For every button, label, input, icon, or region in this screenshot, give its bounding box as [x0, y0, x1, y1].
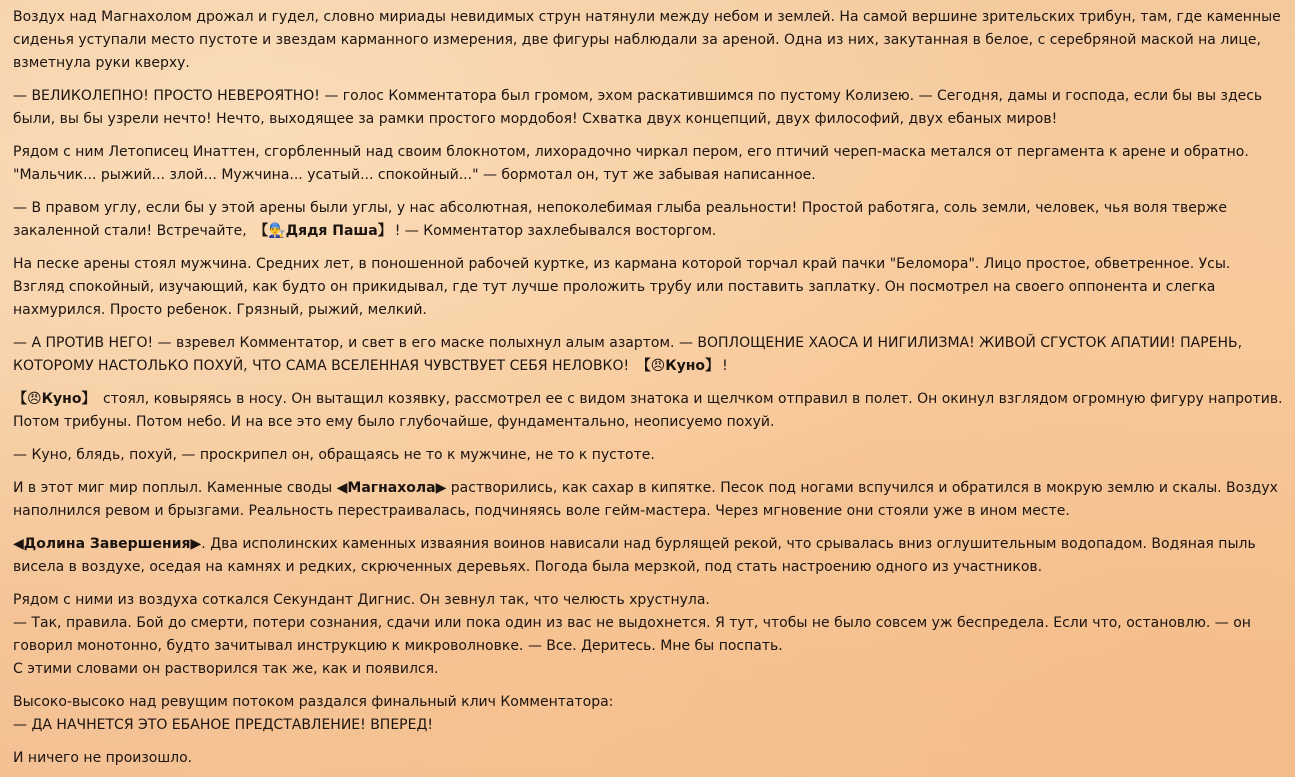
paragraph-announce-kuno [13, 332, 1283, 378]
paragraph-commentator-opening: — ВЕЛИКОЛЕПНО! ПРОСТО НЕВЕРОЯТНО! — голос Комментатора был громом, эхом раскатившимся по пустому Колизею. — Сегодня, дамы и господа, если бы вы здесь были, вы бы узрели нечто! Нечто, выходящее за рамки простого мордобоя! Схватка двух концепций, двух философий, двух ебаных миров! [13, 88, 1263, 127]
paragraph-chronicler: Рядом с ним Летописец Инаттен, сгорбленный над своим блокнотом, лихорадочно чиркал пером, его птичий череп-маска метался от пергамента к арене и обратно. "Мальчик... рыжий... злой... Мужчина... усатый... спокойный..." — бормотал он, тут же забывая написанное. [13, 144, 1249, 183]
character-name-pasha: Дядя Паша [285, 223, 378, 239]
paragraph-nothing-happened: И ничего не произошло. [13, 750, 193, 766]
world-shift-text: И в этот миг мир поплыл. Каменные своды [13, 480, 333, 496]
character-name-kuno-2: Куно [41, 391, 82, 407]
paragraph-second-dignis [13, 589, 1283, 681]
kuno-description-text: стоял, ковыряясь в носу. Он вытащил козявку, рассмотрел ее с видом знатока и щелчком отправил в полет. Он окинул взглядом огромную фигуру напротив. Потом трибуны. Потом небо. И на все это ему было глубочайше, фундаментально, неописуемо похуй. [13, 391, 1283, 430]
paragraph-final-call [13, 691, 1283, 737]
paragraph-world-shift [13, 477, 1283, 523]
announce-pasha-tail: ! — Комментатор захлебывался восторгом. [394, 223, 717, 239]
location-magnahol: ◀Магнахола▶ [336, 480, 447, 496]
dignis-line-3: С этими словами он растворился так же, как и появился. [13, 661, 439, 677]
angry-face-icon: 😠 [27, 391, 42, 407]
final-call-line-1: Высоко-высоко над ревущим потоком раздался финальный клич Комментатора: [13, 694, 614, 710]
character-name-kuno: Куно [665, 358, 706, 374]
location-valley: ◀Долина Завершения▶ [13, 536, 202, 552]
angry-face-icon: 😠 [650, 358, 666, 374]
mechanic-icon: 👨‍🔧 [268, 223, 286, 239]
valley-text: . Два исполинских каменных изваяния воинов нависали над бурлящей рекой, что срывалась вниз оглушительным водопадом. Водяная пыль висела в воздухе, оседая на камнях и редких, скрюченных деревьях. Погода была мерзкой, под стать настроению одного из участников. [13, 536, 1256, 575]
paragraph-intro: Воздух над Магнахолом дрожал и гудел, словно мириады невидимых струн натянули между небом и землей. На самой вершине зрительских трибун, там, где каменные сиденья уступали место пустоте и звездам карманного измерения, две фигуры наблюдали за ареной. Одна из них, закутанная в белое, с серебряной маской на лице, взметнула руки кверху. [13, 9, 1281, 71]
paragraph-kuno-line: — Куно, блядь, похуй, — проскрипел он, обращаясь не то к мужчине, не то к пустоте. [13, 447, 655, 463]
world-shift-tail: растворились, как сахар в кипятке. Песок под ногами вспучился и обратился в мокрую землю и скалы. Воздух наполнился ревом и брызгами. Реальность перестраивалась, подчиняясь воле гейм-мастера. Через мгновение они стояли уже в ином месте. [13, 480, 1278, 519]
final-call-line-2: — ДА НАЧНЕТСЯ ЭТО ЕБАНОЕ ПРЕДСТАВЛЕНИЕ! ВПЕРЕД! [13, 717, 434, 733]
dignis-line-1: Рядом с ними из воздуха соткался Секундант Дигнис. Он зевнул так, что челюсть хрустнула. [13, 592, 710, 608]
paragraph-pasha-description: На песке арены стоял мужчина. Средних лет, в поношенной рабочей куртке, из кармана которой торчал край пачки "Беломора". Лицо простое, обветренное. Усы. Взгляд спокойный, изучающий, как будто он прикидывал, где тут лучше проложить трубу или поставить заплатку. Он посмотрел на своего оппонента и слегка нахмурился. Просто ребенок. Грязный, рыжий, мелкий. [13, 256, 1231, 318]
paragraph-kuno-description [13, 388, 1283, 434]
character-tag-pasha: 【👨‍🔧Дядя Паша】 [254, 223, 392, 239]
announce-kuno-text: — А ПРОТИВ НЕГО! — взревел Комментатор, и свет в его маске полыхнул алым азартом. — ВОПЛОЩЕНИЕ ХАОСА И НИГИЛИЗМА! ЖИВОЙ СГУСТОК АПАТИИ! ПАРЕНЬ, КОТОРОМУ НАСТОЛЬКО ПОХУЙ, ЧТО САМА ВСЕЛЕННАЯ ЧУВСТВУЕТ СЕБЯ НЕЛОВКО! [13, 335, 1243, 374]
character-tag-kuno-2: 【😠Куно】 [13, 391, 96, 407]
character-tag-kuno: 【😠Куно】 [636, 358, 720, 374]
dignis-line-2: — Так, правила. Бой до смерти, потери сознания, сдачи или пока один из вас не выдохнется. Я тут, чтобы не было совсем уж беспредела. Если что, остановлю. — он говорил монотонно, будто зачитывал инструкцию к микроволновке. — Все. Деритесь. Мне бы поспать. [13, 615, 1251, 654]
paragraph-announce-pasha [13, 197, 1283, 243]
announce-kuno-tail: ! [722, 358, 728, 374]
paragraph-valley [13, 533, 1283, 579]
announce-pasha-text: — В правом углу, если бы у этой арены были углы, у нас абсолютная, непоколебимая глыба реальности! Простой работяга, соль земли, человек, чья воля тверже закаленной стали! Встречайте, [13, 200, 1227, 239]
